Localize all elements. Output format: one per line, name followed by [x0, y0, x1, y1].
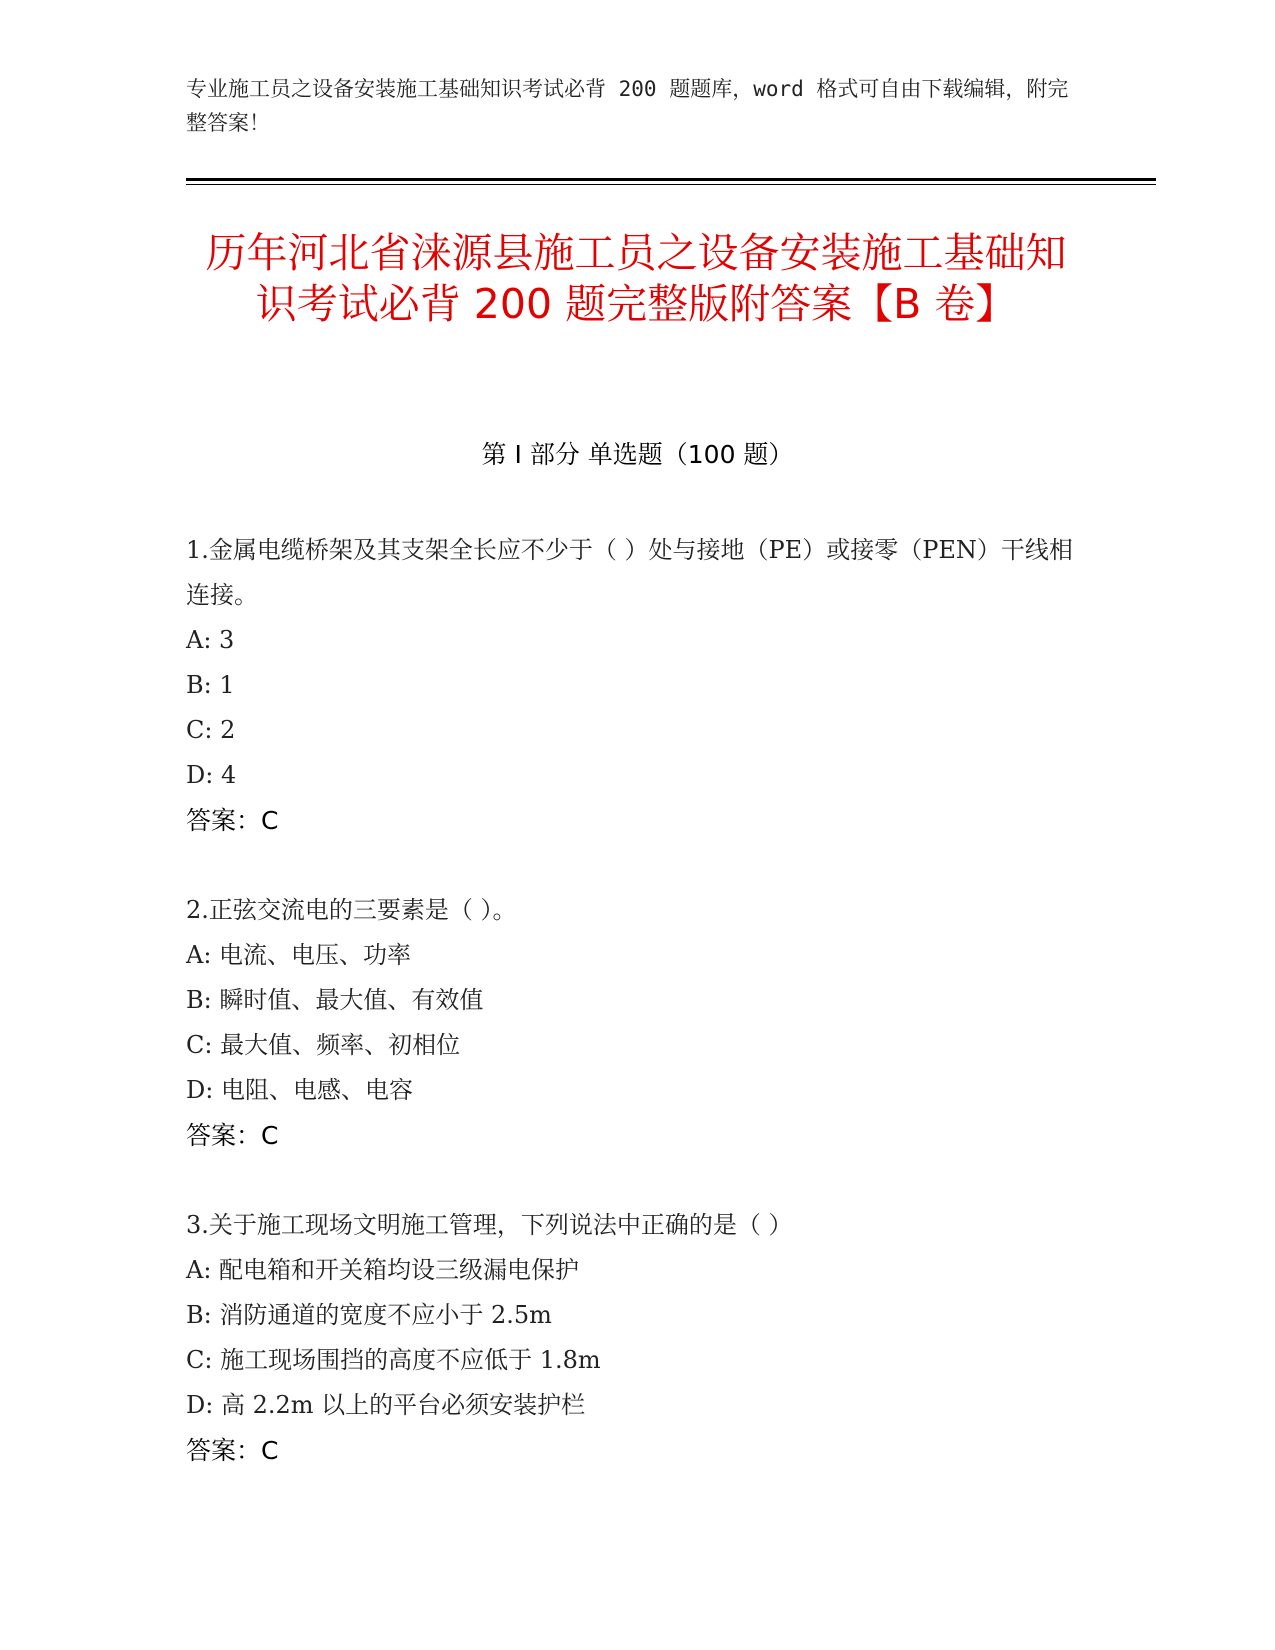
question-1 — [186, 528, 1086, 843]
option-a: A: 3 — [186, 626, 235, 654]
option-d: D: 高 2.2m 以上的平台必须安装护栏 — [186, 1391, 586, 1419]
question-stem: 3.关于施工现场文明施工管理，下列说法中正确的是（ ） — [186, 1211, 793, 1239]
answer: 答案：C — [186, 1436, 279, 1465]
header-rule-thick — [186, 178, 1156, 181]
question-list — [186, 528, 1086, 1518]
option-b: B: 消防通道的宽度不应小于 2.5m — [186, 1301, 552, 1329]
answer: 答案：C — [186, 1121, 279, 1150]
header-rule-thin — [186, 184, 1156, 185]
section-heading: 第 I 部分 单选题（100 题） — [481, 440, 794, 469]
option-d: D: 电阻、电感、电容 — [186, 1076, 413, 1104]
option-c: C: 最大值、频率、初相位 — [186, 1031, 461, 1059]
answer: 答案：C — [186, 806, 279, 835]
document-title: 历年河北省涞源县施工员之设备安装施工基础知识考试必背 200 题完整版附答案【B 卷】 — [205, 229, 1067, 328]
header-note: 专业施工员之设备安装施工基础知识考试必背 200 题题库，word 格式可自由下载编辑，附完整答案！ — [186, 77, 1069, 135]
question-stem: 2.正弦交流电的三要素是（ ）。 — [186, 896, 517, 924]
option-d: D: 4 — [186, 761, 237, 789]
question-2 — [186, 888, 1086, 1158]
question-3 — [186, 1203, 1086, 1473]
option-a: A: 配电箱和开关箱均设三级漏电保护 — [186, 1256, 580, 1284]
option-b: B: 1 — [186, 671, 235, 699]
option-a: A: 电流、电压、功率 — [186, 941, 412, 969]
question-stem: 1.金属电缆桥架及其支架全长应不少于（ ）处与接地（PE）或接零（PEN）干线相连接。 — [186, 536, 1073, 609]
option-c: C: 施工现场围挡的高度不应低于 1.8m — [186, 1346, 601, 1374]
option-c: C: 2 — [186, 716, 236, 744]
option-b: B: 瞬时值、最大值、有效值 — [186, 986, 484, 1014]
